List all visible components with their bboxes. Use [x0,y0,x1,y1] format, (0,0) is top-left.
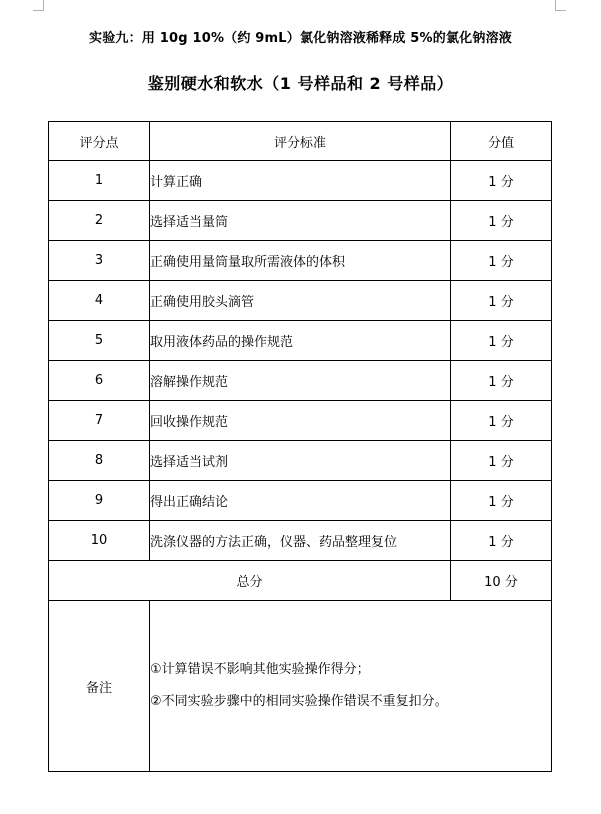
document-title: 实验九：用 10g 10%（约 9mL）氯化钠溶液稀释成 5%的氯化钠溶液 [89,31,512,46]
scoring-table [48,121,552,772]
row-criteria: 取用液体药品的操作规范 [150,321,451,361]
total-label: 总分 [49,561,451,601]
table-row [49,521,552,561]
note-line-2: ②不同实验步骤中的相同实验操作错误不重复扣分。 [150,694,448,709]
row-point: 5 [49,321,150,361]
row-point: 1 [49,161,150,201]
header-criteria: 评分标准 [150,122,451,161]
total-row [49,561,552,601]
row-criteria: 选择适当试剂 [150,441,451,481]
document-subtitle: 鉴别硬水和软水（1 号样品和 2 号样品） [147,74,454,93]
header-point: 评分点 [49,122,150,161]
row-point: 6 [49,361,150,401]
notes-content [150,601,552,772]
row-criteria: 洗涤仪器的方法正确，仪器、药品整理复位 [150,521,451,561]
row-point: 4 [49,281,150,321]
table-row [49,161,552,201]
table-row [49,201,552,241]
header-score: 分值 [451,122,552,161]
row-criteria: 溶解操作规范 [150,361,451,401]
page-margin-mark-top-left [33,0,44,11]
total-score: 10 分 [451,561,552,601]
row-score: 1 分 [451,481,552,521]
page-margin-mark-top-right [555,0,566,11]
row-point: 10 [49,521,150,561]
table-row [49,481,552,521]
row-score: 1 分 [451,401,552,441]
row-score: 1 分 [451,201,552,241]
row-point: 3 [49,241,150,281]
row-criteria: 正确使用胶头滴管 [150,281,451,321]
table-row [49,281,552,321]
row-score: 1 分 [451,161,552,201]
note-line-1: ①计算错误不影响其他实验操作得分； [150,662,370,677]
row-criteria: 回收操作规范 [150,401,451,441]
table-row [49,321,552,361]
row-score: 1 分 [451,521,552,561]
row-criteria: 正确使用量筒量取所需液体的体积 [150,241,451,281]
row-score: 1 分 [451,241,552,281]
notes-label: 备注 [49,601,150,772]
notes-row [49,601,552,772]
row-score: 1 分 [451,321,552,361]
row-score: 1 分 [451,361,552,401]
row-criteria: 得出正确结论 [150,481,451,521]
row-score: 1 分 [451,441,552,481]
row-criteria: 计算正确 [150,161,451,201]
row-score: 1 分 [451,281,552,321]
row-point: 7 [49,401,150,441]
row-criteria: 选择适当量筒 [150,201,451,241]
table-row [49,401,552,441]
table-row [49,241,552,281]
table-row [49,361,552,401]
table-row [49,441,552,481]
row-point: 2 [49,201,150,241]
row-point: 9 [49,481,150,521]
table-header-row [49,122,552,161]
row-point: 8 [49,441,150,481]
